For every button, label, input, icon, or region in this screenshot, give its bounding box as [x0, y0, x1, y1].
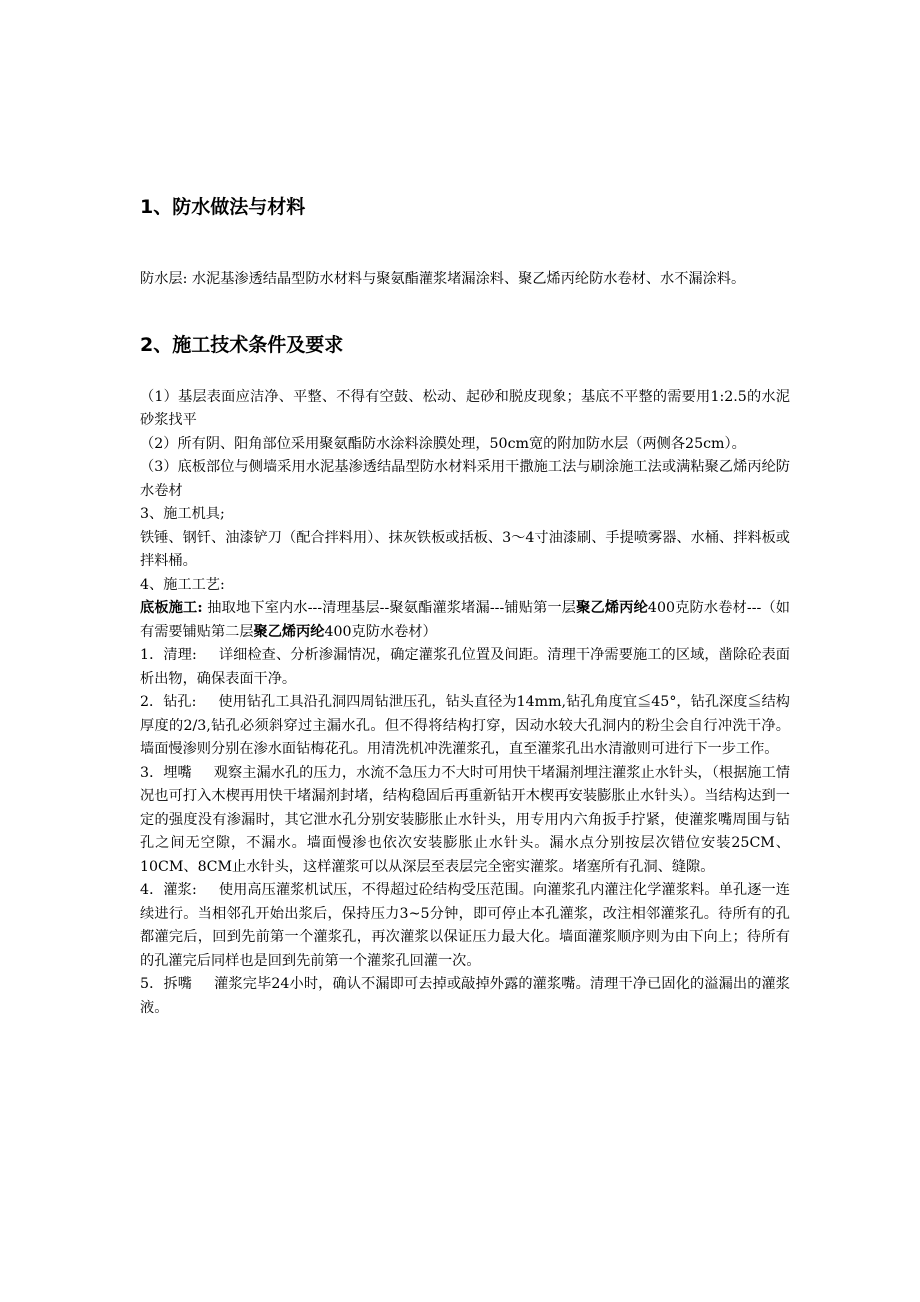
step-5-text: 灌浆完毕24小时，确认不漏即可去掉或敲掉外露的灌浆嘴。清理干净已固化的溢漏出的灌浆液。: [140, 976, 790, 1016]
step-2: [140, 691, 790, 762]
process-flow: [140, 597, 790, 644]
step-2-text: 使用钻孔工具沿孔洞四周钻泄压孔，钻头直径为14mm,钻孔角度宜≦45°，钻孔深度≦结构厚度的2/3,钻孔必须斜穿过主漏水孔。但不得将结构打穿，因动水较大孔洞内的粉尘会自行冲洗干净。墙面慢渗则分别在渗水面钻梅花孔。用清洗机冲洗灌浆孔，直至灌浆孔出水清澈则可进行下一步工作。: [140, 694, 790, 757]
step-3-text: 观察主漏水孔的压力，水流不急压力不大时可用快干堵漏剂埋注灌浆止水针头，（根据施工情况也可打入木楔再用快干堵漏剂封堵，结构稳固后再重新钻开木楔再安装膨胀止水针头）。当结构达到一定的强度没有渗漏时，其它泄水孔分别安装膨胀止水针头，用专用内六角扳手拧紧，使灌浆嘴周围与钻孔之间无空隙，不漏水。墙面慢渗也依次安装膨胀止水针头。漏水点分别按层次错位安装25CM、10CM、8CM止水针头，这样灌浆可以从深层至表层完全密实灌浆。堵塞所有孔洞、缝隙。: [140, 764, 791, 875]
document-body: [140, 192, 790, 1020]
requirement-3: （3）底板部位与侧墙采用水泥基渗透结晶型防水材料采用干撒施工法与刷涂施工法或满粘聚乙烯丙纶防水卷材: [140, 459, 790, 499]
step-4: [140, 879, 790, 973]
step-3-label: 3．埋嘴: [140, 764, 192, 781]
requirement-1: （1）基层表面应洁净、平整、不得有空鼓、松动、起砂和脱皮现象；基底不平整的需要用1:2.5的水泥砂浆找平: [140, 388, 790, 428]
step-1-text: 详细检查、分析渗漏情况，确定灌浆孔位置及间距。清理干净需要施工的区域，凿除砼表面析出物，确保表面干净。: [140, 647, 790, 687]
step-3: [140, 762, 790, 880]
step-5-label: 5．拆嘴: [140, 976, 193, 992]
step-1-label: 1．清理:: [140, 647, 197, 663]
flow-label: 底板施工:: [140, 600, 203, 616]
machines-body: 铁锤、钢钎、油漆铲刀（配合拌料用）、抹灰铁板或括板、3～4寸油漆刷、手提喷雾器、水桶、拌料板或拌料桶。: [140, 529, 790, 569]
flow-part-1: 抽取地下室内水---清理基层--聚氨酯灌浆堵漏---铺贴第一层: [202, 600, 577, 616]
step-1: [140, 644, 790, 691]
flow-part-3: 400克防水卷材）: [324, 623, 437, 640]
process-title: 4、施工工艺:: [140, 576, 225, 593]
requirement-2: （2）所有阴、阳角部位采用聚氨酯防水涂料涂膜处理，50cm宽的附加防水层（两侧各25cm）。: [140, 435, 746, 452]
section-1-title: 1、防水做法与材料: [140, 196, 306, 218]
flow-bold-2: 聚乙烯丙纶: [253, 623, 325, 640]
step-2-label: 2．钻孔:: [140, 694, 197, 710]
flow-bold-1: 聚乙烯丙纶: [576, 600, 648, 616]
machines-title: 3、施工机具;: [140, 506, 225, 522]
section-2-title: 2、施工技术条件及要求: [140, 333, 344, 356]
section-1-body: 防水层: 水泥基渗透结晶型防水材料与聚氨酯灌浆堵漏涂料、聚乙烯丙纶防水卷材、水不漏涂料。: [140, 271, 746, 287]
step-4-label: 4．灌浆:: [140, 882, 197, 898]
flow-part-2: 400克防水卷材---（如有需要铺贴第二层: [140, 600, 790, 640]
step-5: [140, 973, 790, 1020]
step-4-text: 使用高压灌浆机试压，不得超过砼结构受压范围。向灌浆孔内灌注化学灌浆料。单孔逐一连续进行。当相邻孔开始出浆后，保持压力3~5分钟，即可停止本孔灌浆，改注相邻灌浆孔。待所有的孔都灌完后，回到先前第一个灌浆孔，再次灌浆以保证压力最大化。墙面灌浆顺序则为由下向上；待所有的孔灌完后同样也是回到先前第一个灌浆孔回灌一次。: [140, 882, 790, 969]
